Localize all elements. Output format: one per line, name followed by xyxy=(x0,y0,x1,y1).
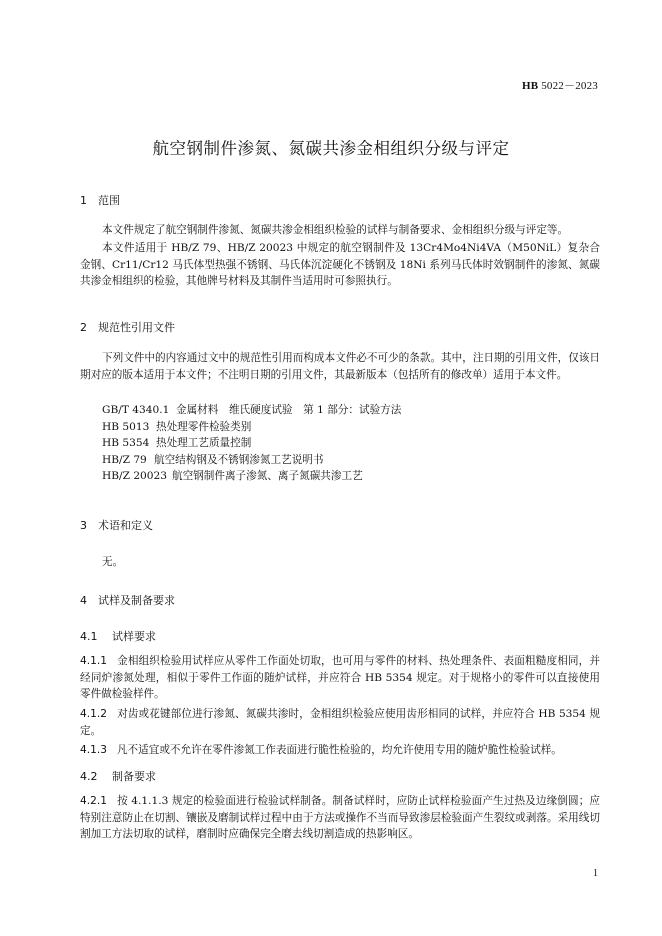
reference-list xyxy=(102,402,401,485)
section-number: 2 xyxy=(80,321,87,334)
terms-text: 无。 xyxy=(102,556,124,568)
section-2-heading xyxy=(80,319,175,335)
clause-4-1-3 xyxy=(80,742,600,759)
section-title: 规范性引用文件 xyxy=(98,321,175,334)
clause-number: 4.1.3 xyxy=(80,744,107,756)
clause-4-1-2 xyxy=(80,706,600,739)
section-title: 试样及制备要求 xyxy=(98,594,175,607)
section-number: 1 xyxy=(80,194,87,207)
document-title: 航空钢制件渗氮、氮碳共渗金相组织分级与评定 xyxy=(152,139,510,158)
scope-paragraph-1: 本文件规定了航空钢制件渗氮、氮碳共渗金相组织检验的试样与制备要求、金相组织分级与评定等。 xyxy=(102,224,569,236)
section-4-heading xyxy=(80,592,175,608)
normative-intro: 下列文件中的内容通过文中的规范性引用而构成本文件必不可少的条款。其中，注日期的引用文件，仅该日期对应的版本适用于本文件；不注明日期的引用文件，其最新版本（包括所有的修改单）适用于本文件。 xyxy=(80,352,600,381)
reference-title: 金属材料 维氏硬度试验 第 1 部分：试验方法 xyxy=(176,404,402,416)
clause-number: 4.1.1 xyxy=(80,655,107,667)
clause-text: 凡不适宜或不允许在零件渗氮工作表面进行脆性检验的，均允许使用专用的随炉脆性检验试样。 xyxy=(116,744,562,756)
subsection-4-1-heading xyxy=(80,628,156,644)
reference-code: HB 5013 xyxy=(102,420,150,433)
section-1-heading xyxy=(80,192,120,208)
clause-4-1-1 xyxy=(80,653,600,703)
reference-item xyxy=(102,402,401,419)
document-code-prefix: HB xyxy=(521,80,539,92)
subsection-title: 试样要求 xyxy=(112,630,156,643)
clause-text: 对齿或花键部位进行渗氮、氮碳共渗时，金相组织检验应使用齿形相同的试样，并应符合 HB 5354 规定。 xyxy=(80,708,600,737)
reference-title: 热处理工艺质量控制 xyxy=(156,437,252,449)
section-number: 3 xyxy=(80,519,87,532)
reference-title: 航空钢制件离子渗氮、离子氮碳共渗工艺 xyxy=(172,470,363,482)
document-code xyxy=(522,77,598,93)
clause-number: 4.2.1 xyxy=(80,795,107,807)
clause-text: 按 4.1.1.3 规定的检验面进行检验试样制备。制备试样时，应防止试样检验面产生过热及边缘倒圆；应特别注意防止在切割、镶嵌及磨制试样过程中由于方法或操作不当而导致渗层检验面产生裂纹或剥落。采用线切割加工方法切取的试样，磨制时应确保完全磨去线切割造成的热影响区。 xyxy=(80,795,600,840)
scope-paragraph-2: 本文件适用于 HB/Z 79、HB/Z 20023 中规定的航空钢制件及 13Cr4Mo4Ni4VA（M50NiL）复杂合金钢、Cr11/Cr12 马氏体型热强不锈钢、马氏体沉淀硬化不锈钢及 18Ni 系列马氏体时效钢制件的渗氮、氮碳共渗金相组织的检验，其他牌号材料及其制件当适用时可参照执行。 xyxy=(80,242,600,287)
subsection-4-2-heading xyxy=(80,768,156,784)
reference-item xyxy=(102,435,401,452)
reference-title: 航空结构钢及不锈钢渗氮工艺说明书 xyxy=(154,453,324,466)
reference-code: HB/Z 20023 xyxy=(102,470,168,482)
reference-item xyxy=(102,419,401,436)
section-number: 4 xyxy=(80,594,87,607)
reference-title: 热处理零件检验类别 xyxy=(156,420,252,433)
section-3-heading xyxy=(80,517,153,533)
subsection-title: 制备要求 xyxy=(112,770,156,783)
reference-item xyxy=(102,452,401,469)
clause-4-2-1 xyxy=(80,793,600,843)
reference-item xyxy=(102,468,401,485)
section-title: 术语和定义 xyxy=(98,519,153,532)
section-title: 范围 xyxy=(98,194,120,207)
subsection-number: 4.2 xyxy=(80,770,98,783)
reference-code: HB 5354 xyxy=(102,437,150,449)
clause-text: 金相组织检验用试样应从零件工作面处切取，也可用与零件的材料、热处理条件、表面粗糙度相同，并经同炉渗氮处理，相似于零件工作面的随炉试样，并应符合 HB 5354 规定。对于规格小的零件可以直接使用零件做检验样件。 xyxy=(80,655,600,700)
reference-code: GB/T 4340.1 xyxy=(102,404,170,416)
clause-number: 4.1.2 xyxy=(80,708,107,720)
subsection-number: 4.1 xyxy=(80,630,98,643)
page-number: 1 xyxy=(593,868,598,879)
document-code-number: 5022－2023 xyxy=(538,80,598,92)
reference-code: HB/Z 79 xyxy=(102,453,147,466)
